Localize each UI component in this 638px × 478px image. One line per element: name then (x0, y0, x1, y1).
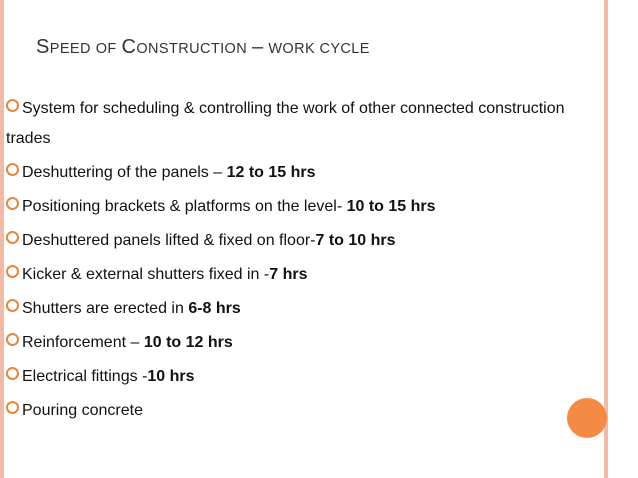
bullet-item (6, 94, 596, 158)
bullet-item (6, 362, 596, 396)
bullet-text: Positioning brackets & platforms on the level- (22, 198, 347, 215)
left-border-stripe (0, 0, 4, 478)
bullet-item (6, 226, 596, 260)
bullet-text: Kicker & external shutters fixed in - (22, 266, 270, 283)
bullet-duration: 10 to 12 hrs (143, 334, 233, 351)
bullet-item (6, 294, 596, 328)
bullet-duration: 10 to 15 hrs (346, 198, 436, 215)
bullet-item (6, 396, 596, 430)
bullet-item (6, 192, 596, 226)
bullet-circle-icon (6, 163, 19, 176)
bullet-circle-icon (6, 99, 19, 112)
slide-title (36, 36, 370, 59)
bullet-duration: 7 hrs (269, 266, 308, 283)
right-border-stripe (604, 0, 608, 478)
bullet-item (6, 158, 596, 192)
title-word-onstruction: ONSTRUCTION (136, 41, 248, 57)
bullet-circle-icon (6, 367, 19, 380)
bullet-text: System for scheduling & controlling the work of other connected construction trades (6, 100, 565, 147)
bullet-circle-icon (6, 299, 19, 312)
bullet-duration: 7 to 10 hrs (315, 232, 396, 249)
bullet-duration: 10 hrs (147, 368, 195, 385)
bullet-text: Electrical fittings - (22, 368, 148, 385)
bullet-text: Deshuttering of the panels – (22, 164, 227, 181)
decorative-circle-icon (567, 398, 607, 438)
bullet-text: Shutters are erected in (22, 300, 189, 317)
title-word-peed: PEED (49, 41, 91, 57)
bullet-duration: 12 to 15 hrs (226, 164, 316, 181)
bullet-circle-icon (6, 197, 19, 210)
title-work-cycle: WORK CYCLE (268, 41, 370, 57)
bullet-text: Pouring concrete (22, 402, 143, 419)
bullet-circle-icon (6, 333, 19, 346)
title-letter-s: S (36, 36, 50, 58)
bullet-circle-icon (6, 401, 19, 414)
title-dash: – (251, 36, 264, 58)
bullet-circle-icon (6, 231, 19, 244)
bullet-item (6, 260, 596, 294)
title-word-of: OF (95, 41, 117, 57)
bullet-list (6, 94, 596, 430)
bullet-item (6, 328, 596, 362)
bullet-text: Deshuttered panels lifted & fixed on floor- (22, 232, 316, 249)
bullet-duration: 6-8 hrs (188, 300, 241, 317)
bullet-circle-icon (6, 265, 19, 278)
bullet-text: Reinforcement – (22, 334, 144, 351)
title-letter-c: C (121, 36, 137, 58)
